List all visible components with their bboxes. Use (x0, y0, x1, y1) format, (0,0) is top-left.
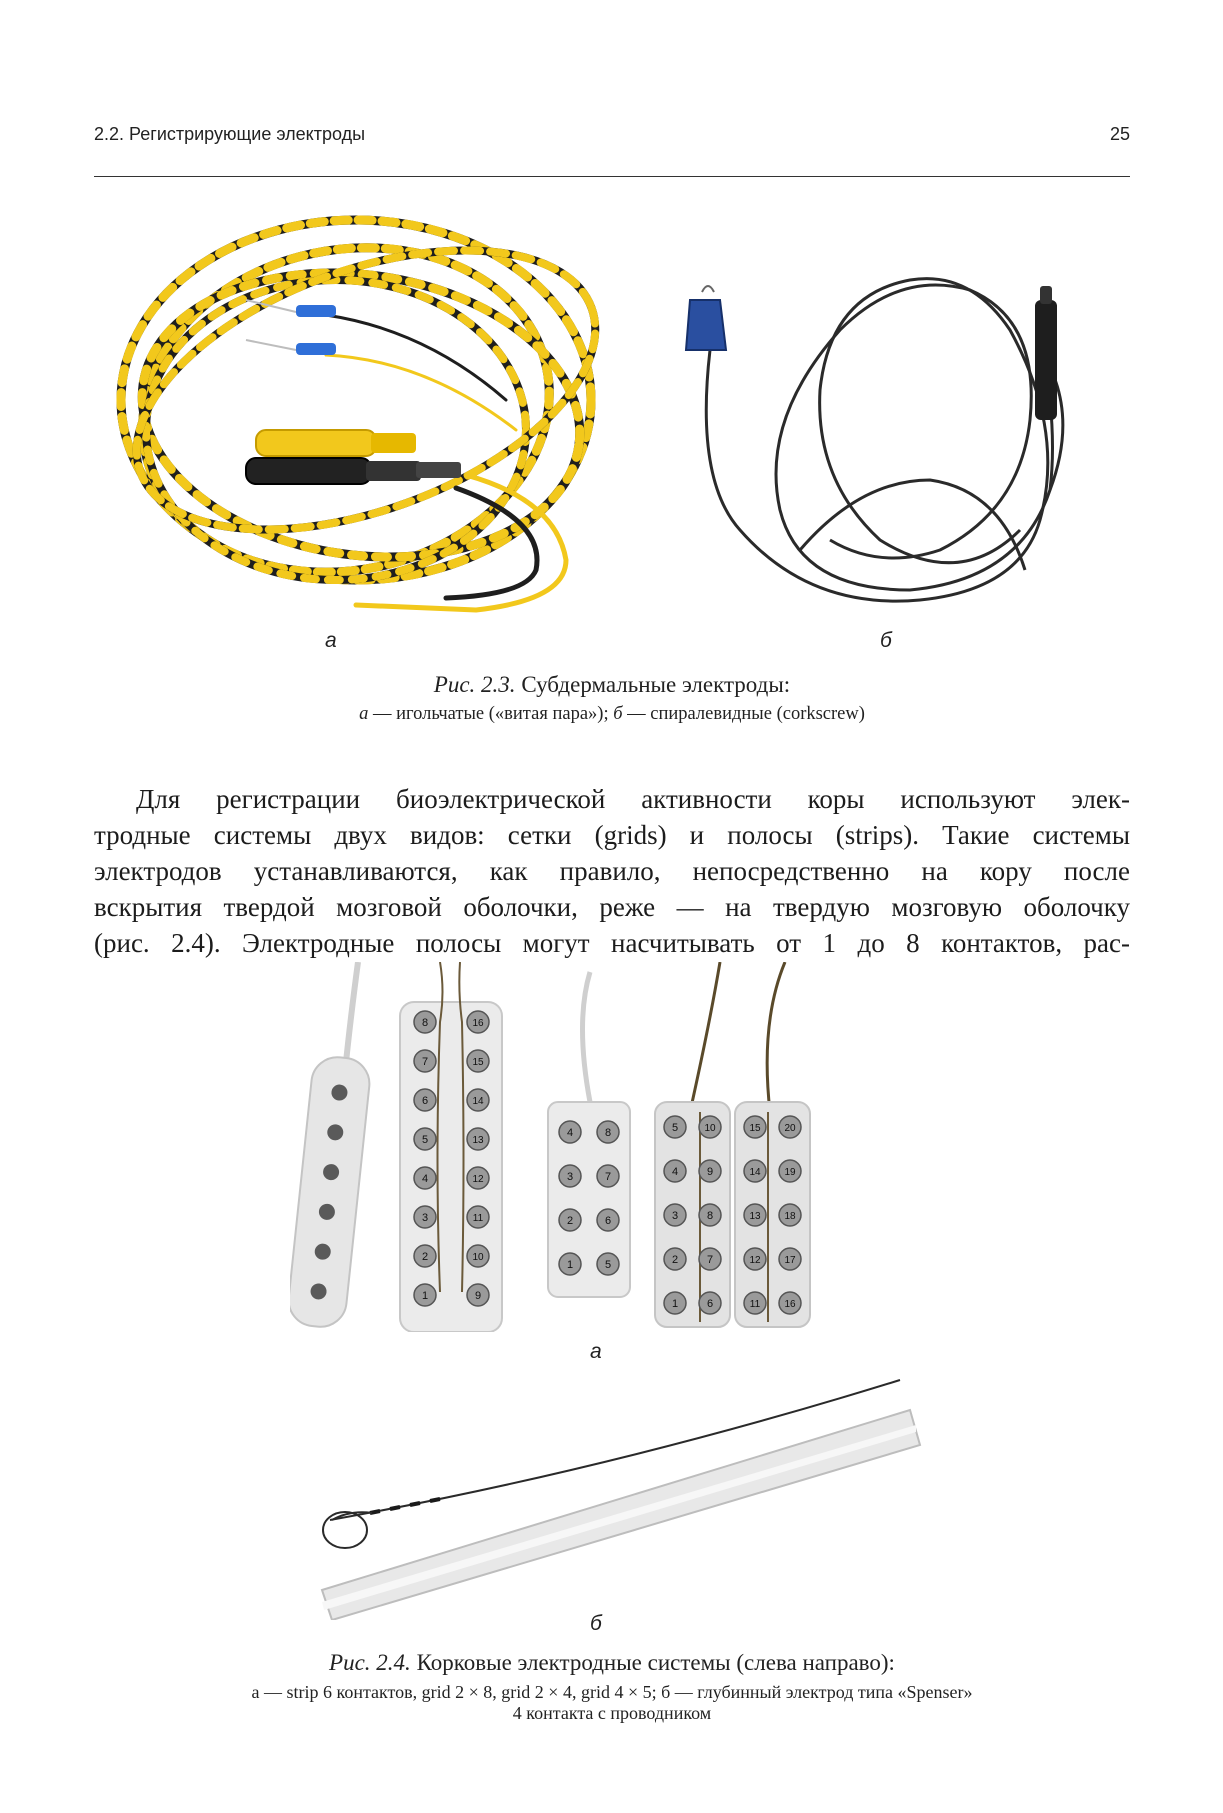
svg-text:16: 16 (472, 1018, 484, 1029)
grid-2x8-contact (467, 1167, 489, 1189)
grid-2x4-contact (559, 1209, 581, 1231)
svg-text:3: 3 (421, 1212, 429, 1224)
grid-2x4-contact (597, 1165, 619, 1187)
page-number: 25 (1109, 124, 1130, 144)
grid-4x5-contact (664, 1116, 686, 1138)
svg-text:15: 15 (472, 1057, 484, 1068)
figure-2-4-a-image (290, 962, 930, 1332)
grid-2x8-contact (467, 1011, 489, 1033)
svg-text:15: 15 (749, 1123, 761, 1134)
svg-text:11: 11 (472, 1213, 484, 1224)
svg-text:14: 14 (472, 1096, 484, 1107)
figure-2-3-desc-b-letter: б (613, 704, 623, 724)
svg-text:12: 12 (749, 1255, 761, 1266)
grid-4x5-contact (664, 1204, 686, 1226)
svg-text:10: 10 (704, 1123, 716, 1134)
svg-text:8: 8 (421, 1017, 429, 1029)
figure-2-3-desc-b: — спиралевидные (corkscrew) (627, 704, 865, 724)
grid-2x4-contact (597, 1209, 619, 1231)
svg-text:8: 8 (706, 1210, 714, 1222)
grid-4x5-contact (744, 1116, 766, 1138)
svg-text:2: 2 (421, 1251, 429, 1263)
svg-text:13: 13 (472, 1135, 484, 1146)
grid-2x8 (400, 1002, 502, 1332)
svg-text:6: 6 (604, 1215, 612, 1227)
figure-2-4-desc-line-1: а — strip 6 контактов, grid 2 × 8, grid 2 × 4, grid 4 × 5; б — глубинный электрод типа «Spenser» (251, 1682, 973, 1702)
grid-4x5-contact (744, 1204, 766, 1226)
svg-text:13: 13 (749, 1211, 761, 1222)
svg-text:9: 9 (474, 1290, 482, 1302)
figure-2-4-panel-b-label: б (590, 1612, 602, 1635)
svg-text:6: 6 (421, 1095, 429, 1107)
svg-text:12: 12 (472, 1174, 484, 1185)
grid-2x8-contact (467, 1128, 489, 1150)
figure-2-4-desc-line-2: 4 контакта с проводником (512, 1703, 712, 1723)
grid-2x8-contact (414, 1050, 436, 1072)
svg-text:20: 20 (784, 1123, 796, 1134)
grid-2x4-contact (559, 1121, 581, 1143)
svg-text:19: 19 (784, 1167, 796, 1178)
svg-text:4: 4 (671, 1166, 679, 1178)
svg-text:1: 1 (566, 1259, 574, 1271)
section-title: 2.2. Регистрирующие электроды (94, 124, 366, 144)
grid-2x8-contact (467, 1245, 489, 1267)
body-paragraph (94, 781, 1130, 961)
svg-text:1: 1 (671, 1298, 679, 1310)
grid-2x8-contact (467, 1284, 489, 1306)
figure-2-4-panel-a-label: а (590, 1340, 602, 1363)
body-line-3: электродов устанавливаются, как правило, непосредственно на кору после (94, 856, 1130, 886)
svg-text:7: 7 (706, 1254, 714, 1266)
body-line-5: (рис. 2.4). Электродные полосы могут насчитывать от 1 до 8 контактов, рас- (94, 928, 1130, 958)
figure-2-3-desc-a-letter: а (359, 704, 369, 724)
svg-text:17: 17 (784, 1255, 796, 1266)
body-line-2: тродные системы двух видов: сетки (grids) и полосы (strips). Такие системы (94, 820, 1130, 850)
grid-4x5-contact (699, 1248, 721, 1270)
grid-4x5-contact (699, 1116, 721, 1138)
svg-text:10: 10 (472, 1252, 484, 1263)
figure-2-3-panel-b-label: б (880, 629, 892, 652)
figure-2-4-caption (94, 1650, 1130, 1724)
svg-text:14: 14 (749, 1167, 761, 1178)
figure-2-3-a-image (96, 200, 616, 620)
svg-text:5: 5 (671, 1122, 679, 1134)
grid-4x5-contact (664, 1248, 686, 1270)
figure-2-4-caption-label: Рис. 2.4. (329, 1650, 411, 1675)
grid-2x8-contact (414, 1284, 436, 1306)
figure-2-4-caption-title: Корковые электродные системы (слева направо): (416, 1650, 895, 1675)
grid-4x5-contact (664, 1292, 686, 1314)
needle-sleeve-1 (296, 305, 336, 317)
figure-2-3-caption-title: Субдермальные электроды: (521, 672, 791, 697)
svg-text:3: 3 (671, 1210, 679, 1222)
grid-4x5-contact (744, 1160, 766, 1182)
grid-2x8-contact (414, 1206, 436, 1228)
figure-2-3-panel-a-label: а (325, 629, 337, 652)
svg-text:11: 11 (749, 1299, 761, 1310)
svg-text:4: 4 (421, 1173, 429, 1185)
figure-2-3-caption (94, 672, 1130, 725)
svg-text:5: 5 (421, 1134, 429, 1146)
grid-4x5-contact (779, 1204, 801, 1226)
grid-2x8-contact (414, 1245, 436, 1267)
figure-2-3-caption-label: Рис. 2.3. (433, 672, 516, 697)
svg-text:2: 2 (566, 1215, 574, 1227)
svg-text:6: 6 (706, 1298, 714, 1310)
body-line-4: вскрытия твердой мозговой оболочки, реже — на твердую мозговую оболочку (94, 892, 1130, 922)
grid-4x5-contact (779, 1116, 801, 1138)
grid-2x8-contact (414, 1011, 436, 1033)
grid-4x5-contact (664, 1160, 686, 1182)
grid-2x4-contact (597, 1253, 619, 1275)
grid-2x8-contact (414, 1128, 436, 1150)
strip-6-contacts (290, 1055, 372, 1330)
grid-2x8-contact (414, 1089, 436, 1111)
grid-4x5-contact (779, 1292, 801, 1314)
grid-2x4-contact (559, 1253, 581, 1275)
needle-sleeve-2 (296, 343, 336, 355)
svg-text:2: 2 (671, 1254, 679, 1266)
grid-2x8-contact (467, 1206, 489, 1228)
body-line-1: Для регистрации биоэлектрической активности коры используют элек- (136, 784, 1130, 814)
svg-text:9: 9 (706, 1166, 714, 1178)
figure-2-4-b-image (310, 1370, 930, 1620)
svg-text:4: 4 (566, 1127, 574, 1139)
grid-2x4-contact (559, 1165, 581, 1187)
svg-text:3: 3 (566, 1171, 574, 1183)
grid-4x5-contact (699, 1160, 721, 1182)
svg-text:18: 18 (784, 1211, 796, 1222)
grid-4x5-contact (779, 1248, 801, 1270)
corkscrew-head (686, 300, 726, 350)
svg-text:16: 16 (784, 1299, 796, 1310)
grid-4x5-contact (699, 1292, 721, 1314)
svg-text:1: 1 (421, 1290, 429, 1302)
svg-text:7: 7 (604, 1171, 612, 1183)
grid-2x8-contact (467, 1050, 489, 1072)
svg-text:5: 5 (604, 1259, 612, 1271)
svg-text:8: 8 (604, 1127, 612, 1139)
figure-2-3-b-image (680, 250, 1100, 620)
grid-4x5-contact (699, 1204, 721, 1226)
grid-2x8-contact (414, 1167, 436, 1189)
grid-4x5-contact (744, 1248, 766, 1270)
grid-2x8-contact (467, 1089, 489, 1111)
grid-4x5-contact (779, 1160, 801, 1182)
figure-2-3-desc-a: — игольчатые («витая пара»); (372, 704, 609, 724)
header-rule (94, 176, 1130, 177)
running-header (94, 120, 1130, 154)
grid-2x4-contact (597, 1121, 619, 1143)
grid-4x5-contact (744, 1292, 766, 1314)
svg-text:7: 7 (421, 1056, 429, 1068)
